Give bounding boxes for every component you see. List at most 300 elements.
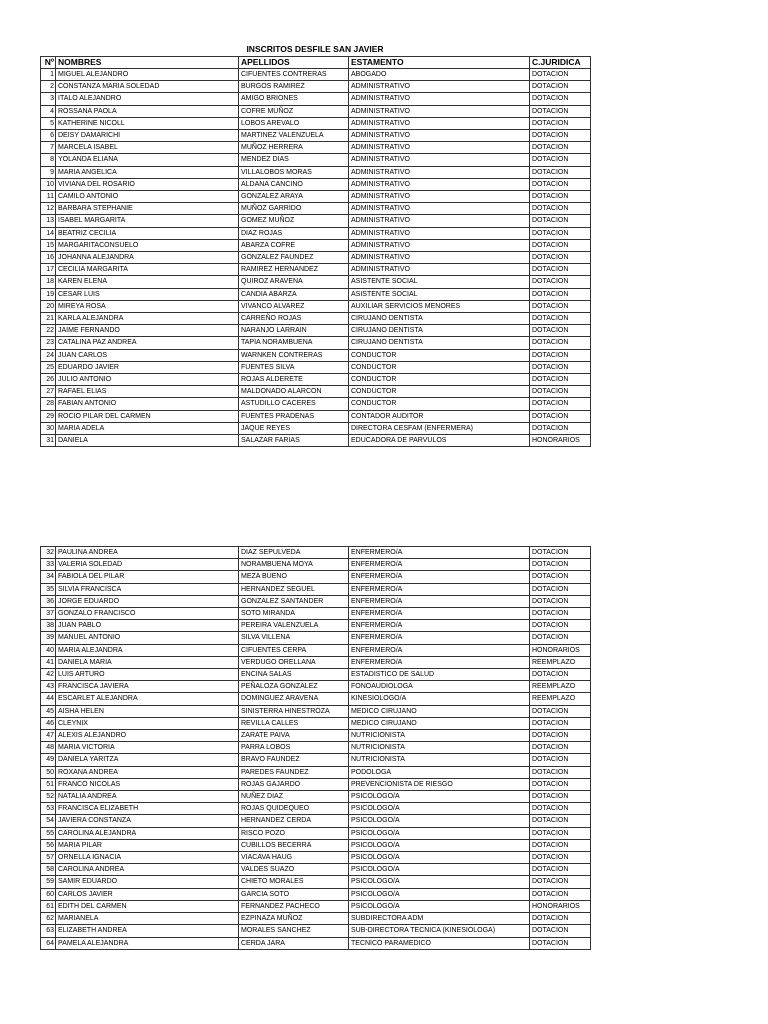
header-position: ESTAMENTO	[349, 57, 530, 69]
table-row	[41, 398, 591, 410]
legal-status: DOTACION	[530, 839, 591, 851]
surnames: DIAZ SEPULVEDA	[239, 547, 349, 559]
legal-status: DOTACION	[530, 239, 591, 251]
legal-status: DOTACION	[530, 130, 591, 142]
table-row	[41, 191, 591, 203]
position: PSICOLOGO/A	[349, 827, 530, 839]
table-row	[41, 203, 591, 215]
first-names: GONZALO FRANCISCO	[56, 608, 239, 620]
row-number: 17	[41, 264, 56, 276]
position: PSICOLOGO/A	[349, 852, 530, 864]
first-names: DEISY DAMARICHI	[56, 130, 239, 142]
surnames: SILVA VILLENA	[239, 632, 349, 644]
first-names: FRANCISCA ELIZABETH	[56, 803, 239, 815]
first-names: MARGARITACONSUELO	[56, 239, 239, 251]
first-names: ESCARLET ALEJANDRA	[56, 693, 239, 705]
row-number: 34	[41, 571, 56, 583]
legal-status: DOTACION	[530, 154, 591, 166]
table-row	[41, 313, 591, 325]
first-names: FABIAN ANTONIO	[56, 398, 239, 410]
first-names: DANIELA MARIA	[56, 656, 239, 668]
legal-status: DOTACION	[530, 608, 591, 620]
table-row	[41, 876, 591, 888]
surnames: SOTO MIRANDA	[239, 608, 349, 620]
table-row	[41, 839, 591, 851]
first-names: ROCIO PILAR DEL CARMEN	[56, 410, 239, 422]
first-names: FRANCISCA JAVIERA	[56, 681, 239, 693]
legal-status: DOTACION	[530, 583, 591, 595]
surnames: ABARZA COFRE	[239, 239, 349, 251]
position: PSICOLOGO/A	[349, 815, 530, 827]
table-row	[41, 239, 591, 251]
surnames: SINISTERRA HINESTROZA	[239, 705, 349, 717]
legal-status: DOTACION	[530, 374, 591, 386]
legal-status: DOTACION	[530, 93, 591, 105]
position: KINESIOLOGO/A	[349, 693, 530, 705]
surnames: PEÑALOZA GONZALEZ	[239, 681, 349, 693]
table-body-page-2	[41, 547, 591, 950]
surnames: CARREÑO ROJAS	[239, 313, 349, 325]
table-row	[41, 644, 591, 656]
row-number: 23	[41, 337, 56, 349]
first-names: ISABEL MARGARITA	[56, 215, 239, 227]
surnames: VIVANCO ALVAREZ	[239, 300, 349, 312]
first-names: MARIA VICTORIA	[56, 742, 239, 754]
first-names: CAROLINA ANDREA	[56, 864, 239, 876]
position: ADMINISTRATIVO	[349, 252, 530, 264]
table-row	[41, 374, 591, 386]
table-row	[41, 252, 591, 264]
table-row	[41, 778, 591, 790]
position: CIRUJANO DENTISTA	[349, 337, 530, 349]
table-row	[41, 325, 591, 337]
table-row	[41, 608, 591, 620]
position: ADMINISTRATIVO	[349, 130, 530, 142]
legal-status: DOTACION	[530, 252, 591, 264]
legal-status: DOTACION	[530, 227, 591, 239]
legal-status: DOTACION	[530, 166, 591, 178]
surnames: VIACAVA HAUG	[239, 852, 349, 864]
position: ENFERMERO/A	[349, 632, 530, 644]
position: CONDUCTOR	[349, 386, 530, 398]
surnames: FUENTES PRADENAS	[239, 410, 349, 422]
row-number: 22	[41, 325, 56, 337]
row-number: 1	[41, 69, 56, 81]
legal-status: DOTACION	[530, 288, 591, 300]
first-names: VALERIA SOLEDAD	[56, 559, 239, 571]
table-row	[41, 142, 591, 154]
surnames: PAREDES FAUNDEZ	[239, 766, 349, 778]
first-names: DANIELA YARITZA	[56, 754, 239, 766]
table-row	[41, 900, 591, 912]
legal-status: DOTACION	[530, 852, 591, 864]
position: ADMINISTRATIVO	[349, 166, 530, 178]
surnames: AMIGO BRIONES	[239, 93, 349, 105]
first-names: ORNELLA IGNACIA	[56, 852, 239, 864]
position: ASISTENTE SOCIAL	[349, 288, 530, 300]
row-number: 29	[41, 410, 56, 422]
surnames: MUÑOZ GARRIDO	[239, 203, 349, 215]
surnames: GONZALEZ FAUNDEZ	[239, 252, 349, 264]
first-names: JUAN PABLO	[56, 620, 239, 632]
legal-status: DOTACION	[530, 276, 591, 288]
table-row	[41, 925, 591, 937]
header-names: NOMBRES	[56, 57, 239, 69]
table-row	[41, 166, 591, 178]
first-names: AISHA HELEN	[56, 705, 239, 717]
legal-status: DOTACION	[530, 925, 591, 937]
legal-status: DOTACION	[530, 69, 591, 81]
position: ENFERMERO/A	[349, 644, 530, 656]
table-row	[41, 937, 591, 949]
position: ENFERMERO/A	[349, 595, 530, 607]
first-names: CARLOS JAVIER	[56, 888, 239, 900]
table-row	[41, 215, 591, 227]
legal-status: DOTACION	[530, 571, 591, 583]
row-number: 8	[41, 154, 56, 166]
legal-status: DOTACION	[530, 669, 591, 681]
table-row	[41, 852, 591, 864]
row-number: 3	[41, 93, 56, 105]
surnames: ENCINA SALAS	[239, 669, 349, 681]
row-number: 38	[41, 620, 56, 632]
position: TECNICO PARAMEDICO	[349, 937, 530, 949]
table-row	[41, 349, 591, 361]
table-row	[41, 681, 591, 693]
first-names: CLEYNIX	[56, 717, 239, 729]
first-names: JULIO ANTONIO	[56, 374, 239, 386]
surnames: MUÑOZ HERRERA	[239, 142, 349, 154]
row-number: 45	[41, 705, 56, 717]
table-row	[41, 227, 591, 239]
first-names: MARIA PILAR	[56, 839, 239, 851]
legal-status: DOTACION	[530, 595, 591, 607]
surnames: LOBOS AREVALO	[239, 117, 349, 129]
row-number: 41	[41, 656, 56, 668]
row-number: 32	[41, 547, 56, 559]
table-row	[41, 656, 591, 668]
table-row	[41, 693, 591, 705]
row-number: 56	[41, 839, 56, 851]
surnames: RISCO POZO	[239, 827, 349, 839]
position: EDUCADORA DE PARVULOS	[349, 435, 530, 447]
table-row	[41, 742, 591, 754]
first-names: MARIA ADELA	[56, 422, 239, 434]
first-names: JUAN CARLOS	[56, 349, 239, 361]
row-number: 4	[41, 105, 56, 117]
table-row	[41, 620, 591, 632]
legal-status: DOTACION	[530, 386, 591, 398]
legal-status: DOTACION	[530, 913, 591, 925]
first-names: NATALIA ANDREA	[56, 791, 239, 803]
first-names: ROXANA ANDREA	[56, 766, 239, 778]
surnames: MENDEZ DIAS	[239, 154, 349, 166]
table-row	[41, 288, 591, 300]
table-row	[41, 888, 591, 900]
row-number: 21	[41, 313, 56, 325]
first-names: DANIELA	[56, 435, 239, 447]
surnames: GONZALEZ ARAYA	[239, 191, 349, 203]
surnames: VILLALOBOS MORAS	[239, 166, 349, 178]
row-number: 51	[41, 778, 56, 790]
first-names: JAIME FERNANDO	[56, 325, 239, 337]
legal-status: DOTACION	[530, 864, 591, 876]
surnames: PARRA LOBOS	[239, 742, 349, 754]
legal-status: DOTACION	[530, 203, 591, 215]
surnames: HERNANDEZ SEGUEL	[239, 583, 349, 595]
surnames: GOMEZ MUÑOZ	[239, 215, 349, 227]
row-number: 9	[41, 166, 56, 178]
table-row	[41, 547, 591, 559]
table-row	[41, 276, 591, 288]
table-row	[41, 386, 591, 398]
first-names: YOLANDA ELIANA	[56, 154, 239, 166]
row-number: 19	[41, 288, 56, 300]
position: NUTRICIONISTA	[349, 742, 530, 754]
surnames: COFRE MUÑOZ	[239, 105, 349, 117]
legal-status: DOTACION	[530, 349, 591, 361]
table-row	[41, 178, 591, 190]
position: MEDICO CIRUJANO	[349, 717, 530, 729]
surnames: JAQUE REYES	[239, 422, 349, 434]
row-number: 62	[41, 913, 56, 925]
surnames: ROJAS GAJARDO	[239, 778, 349, 790]
row-number: 64	[41, 937, 56, 949]
surnames: MARTINEZ VALENZUELA	[239, 130, 349, 142]
legal-status: DOTACION	[530, 717, 591, 729]
table-row	[41, 422, 591, 434]
position: PSICOLOGO/A	[349, 864, 530, 876]
row-number: 2	[41, 81, 56, 93]
first-names: MIREYA ROSA	[56, 300, 239, 312]
position: ENFERMERO/A	[349, 547, 530, 559]
surnames: ALDANA CANCINO	[239, 178, 349, 190]
table-row	[41, 766, 591, 778]
legal-status: DOTACION	[530, 730, 591, 742]
surnames: NUÑEZ DIAZ	[239, 791, 349, 803]
row-number: 16	[41, 252, 56, 264]
position: NUTRICIONISTA	[349, 730, 530, 742]
first-names: CECILIA MARGARITA	[56, 264, 239, 276]
table-row	[41, 717, 591, 729]
legal-status: DOTACION	[530, 191, 591, 203]
position: AUXILIAR SERVICIOS MENORES	[349, 300, 530, 312]
row-number: 39	[41, 632, 56, 644]
surnames: BRAVO FAUNDEZ	[239, 754, 349, 766]
surnames: CERDA JARA	[239, 937, 349, 949]
position: CONDUCTOR	[349, 398, 530, 410]
legal-status: DOTACION	[530, 803, 591, 815]
table-row	[41, 105, 591, 117]
surnames: ROJAS QUIDEQUEO	[239, 803, 349, 815]
legal-status: DOTACION	[530, 142, 591, 154]
surnames: NARANJO LARRAIN	[239, 325, 349, 337]
legal-status: DOTACION	[530, 876, 591, 888]
registrants-table-page-2	[40, 546, 591, 950]
legal-status: DOTACION	[530, 105, 591, 117]
position: CIRUJANO DENTISTA	[349, 313, 530, 325]
first-names: ELIZABETH ANDREA	[56, 925, 239, 937]
row-number: 37	[41, 608, 56, 620]
row-number: 26	[41, 374, 56, 386]
position: ADMINISTRATIVO	[349, 215, 530, 227]
surnames: ZARATE PAIVA	[239, 730, 349, 742]
first-names: KAREN ELENA	[56, 276, 239, 288]
position: ADMINISTRATIVO	[349, 227, 530, 239]
legal-status: DOTACION	[530, 117, 591, 129]
legal-status: DOTACION	[530, 778, 591, 790]
first-names: CONSTANZA MARIA SOLEDAD	[56, 81, 239, 93]
surnames: HERNANDEZ CERDA	[239, 815, 349, 827]
row-number: 33	[41, 559, 56, 571]
row-number: 48	[41, 742, 56, 754]
header-number: Nº	[41, 57, 56, 69]
legal-status: DOTACION	[530, 313, 591, 325]
first-names: CAMILO ANTONIO	[56, 191, 239, 203]
table-row	[41, 81, 591, 93]
first-names: EDUARDO JAVIER	[56, 361, 239, 373]
row-number: 52	[41, 791, 56, 803]
first-names: ROSSANA PAOLA	[56, 105, 239, 117]
surnames: FERNANDEZ PACHECO	[239, 900, 349, 912]
position: ADMINISTRATIVO	[349, 142, 530, 154]
row-number: 57	[41, 852, 56, 864]
table-row	[41, 632, 591, 644]
first-names: FABIOLA DEL PILAR	[56, 571, 239, 583]
legal-status: DOTACION	[530, 337, 591, 349]
table-row	[41, 300, 591, 312]
surnames: DOMINGUEZ ARAVENA	[239, 693, 349, 705]
row-number: 27	[41, 386, 56, 398]
first-names: PAMELA ALEJANDRA	[56, 937, 239, 949]
document-title: INSCRITOS DESFILE SAN JAVIER	[246, 44, 384, 54]
row-number: 61	[41, 900, 56, 912]
row-number: 50	[41, 766, 56, 778]
row-number: 46	[41, 717, 56, 729]
row-number: 49	[41, 754, 56, 766]
first-names: ITALO ALEJANDRO	[56, 93, 239, 105]
row-number: 5	[41, 117, 56, 129]
surnames: VERDUGO ORELLANA	[239, 656, 349, 668]
position: ADMINISTRATIVO	[349, 264, 530, 276]
table-row	[41, 410, 591, 422]
position: ABOGADO	[349, 69, 530, 81]
table-row	[41, 571, 591, 583]
first-names: ALEXIS ALEJANDRO	[56, 730, 239, 742]
position: PSICOLOGO/A	[349, 876, 530, 888]
position: CONTADOR AUDITOR	[349, 410, 530, 422]
first-names: MARIA ANGELICA	[56, 166, 239, 178]
surnames: GARCIA SOTO	[239, 888, 349, 900]
row-number: 25	[41, 361, 56, 373]
first-names: KATHERINE NICOLL	[56, 117, 239, 129]
surnames: CUBILLOS BECERRA	[239, 839, 349, 851]
legal-status: REEMPLAZO	[530, 681, 591, 693]
surnames: CHIETO MORALES	[239, 876, 349, 888]
first-names: FRANCO NICOLAS	[56, 778, 239, 790]
table-row	[41, 93, 591, 105]
first-names: RAFAEL ELIAS	[56, 386, 239, 398]
row-number: 47	[41, 730, 56, 742]
position: ASISTENTE SOCIAL	[349, 276, 530, 288]
surnames: CANDIA ABARZA	[239, 288, 349, 300]
position: ADMINISTRATIVO	[349, 117, 530, 129]
position: ENFERMERO/A	[349, 583, 530, 595]
row-number: 18	[41, 276, 56, 288]
legal-status: DOTACION	[530, 632, 591, 644]
table-row	[41, 559, 591, 571]
first-names: KARLA ALEJANDRA	[56, 313, 239, 325]
position: ENFERMERO/A	[349, 608, 530, 620]
surnames: MORALES SANCHEZ	[239, 925, 349, 937]
table-row	[41, 827, 591, 839]
legal-status: DOTACION	[530, 361, 591, 373]
table-row	[41, 69, 591, 81]
row-number: 7	[41, 142, 56, 154]
legal-status: DOTACION	[530, 398, 591, 410]
row-number: 55	[41, 827, 56, 839]
surnames: CIFUENTES CERPA	[239, 644, 349, 656]
legal-status: HONORARIOS	[530, 900, 591, 912]
legal-status: DOTACION	[530, 742, 591, 754]
legal-status: DOTACION	[530, 754, 591, 766]
table-body-page-1	[41, 69, 591, 447]
legal-status: DOTACION	[530, 705, 591, 717]
row-number: 36	[41, 595, 56, 607]
legal-status: DOTACION	[530, 888, 591, 900]
first-names: SILVIA FRANCISCA	[56, 583, 239, 595]
legal-status: DOTACION	[530, 620, 591, 632]
table-row	[41, 815, 591, 827]
position: ADMINISTRATIVO	[349, 93, 530, 105]
row-number: 28	[41, 398, 56, 410]
legal-status: DOTACION	[530, 410, 591, 422]
first-names: EDITH DEL CARMEN	[56, 900, 239, 912]
surnames: QUIROZ ARAVENA	[239, 276, 349, 288]
first-names: MANUEL ANTONIO	[56, 632, 239, 644]
surnames: NORAMBUENA MOYA	[239, 559, 349, 571]
table-row	[41, 803, 591, 815]
legal-status: DOTACION	[530, 422, 591, 434]
table-row	[41, 705, 591, 717]
first-names: BEATRIZ CECILIA	[56, 227, 239, 239]
surnames: RAMIREZ HERNANDEZ	[239, 264, 349, 276]
row-number: 40	[41, 644, 56, 656]
position: ENFERMERO/A	[349, 571, 530, 583]
surnames: DIAZ ROJAS	[239, 227, 349, 239]
row-number: 6	[41, 130, 56, 142]
row-number: 54	[41, 815, 56, 827]
legal-status: REEMPLAZO	[530, 693, 591, 705]
position: FONOAUDIOLOGA	[349, 681, 530, 693]
first-names: BARBARA STEPHANIE	[56, 203, 239, 215]
first-names: MIGUEL ALEJANDRO	[56, 69, 239, 81]
row-number: 43	[41, 681, 56, 693]
position: CONDUCTOR	[349, 361, 530, 373]
table-row	[41, 117, 591, 129]
row-number: 42	[41, 669, 56, 681]
table-row	[41, 913, 591, 925]
legal-status: DOTACION	[530, 791, 591, 803]
row-number: 15	[41, 239, 56, 251]
surnames: ASTUDILLO CACERES	[239, 398, 349, 410]
legal-status: REEMPLAZO	[530, 656, 591, 668]
row-number: 24	[41, 349, 56, 361]
first-names: PAULINA ANDREA	[56, 547, 239, 559]
first-names: LUIS ARTURO	[56, 669, 239, 681]
legal-status: DOTACION	[530, 264, 591, 276]
table-row	[41, 864, 591, 876]
